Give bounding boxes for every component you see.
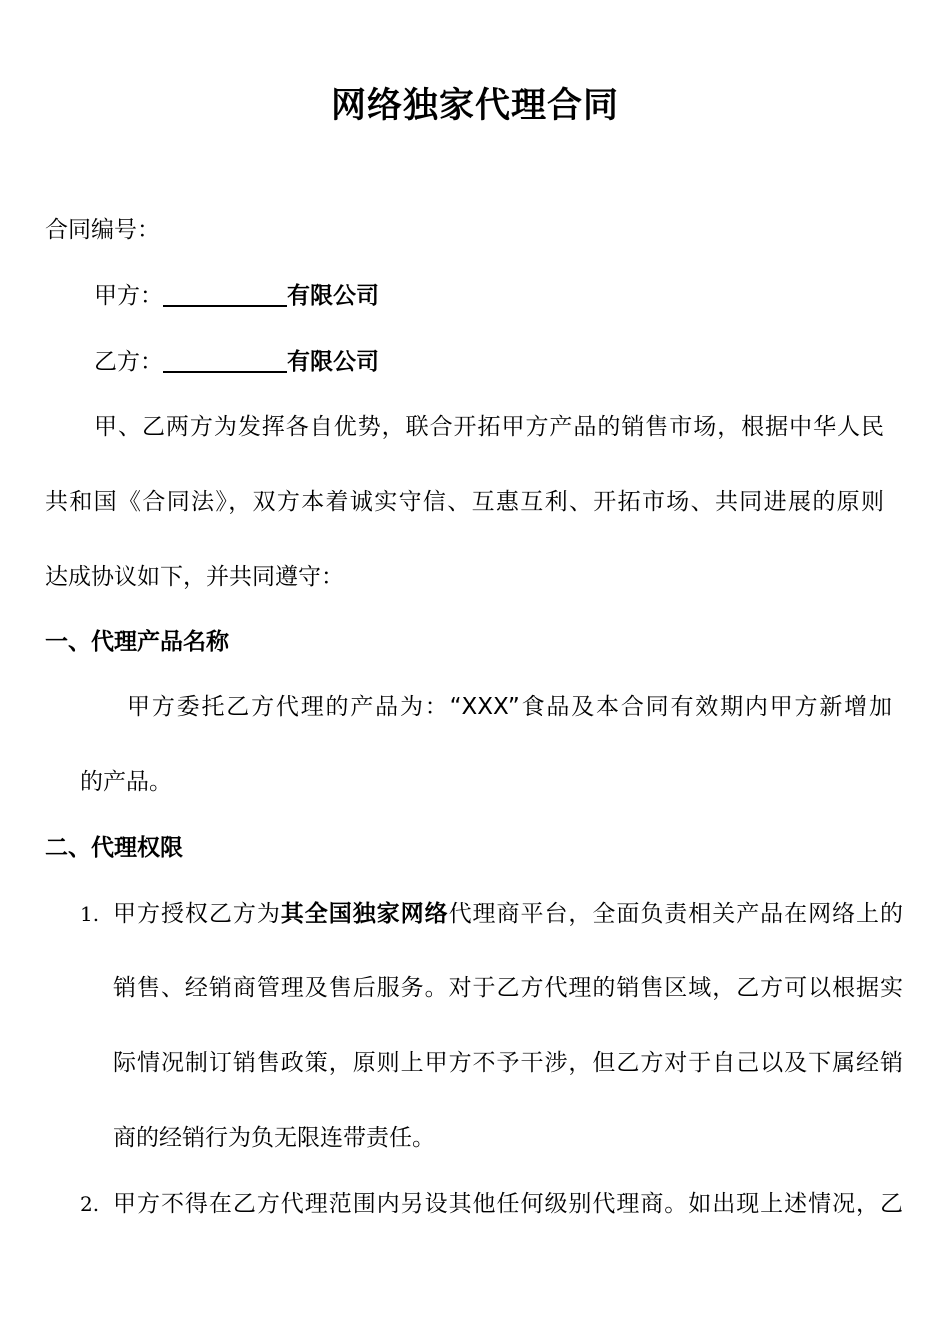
item-1-line-2: 销售、经销商管理及售后服务。对于乙方代理的销售区域，乙方可以根据实 [113, 975, 903, 1001]
item-1-line-4: 商的经销行为负无限连带责任。 [113, 1125, 435, 1151]
party-b-line [94, 346, 379, 378]
section-1-heading: 一、代理产品名称 [45, 629, 229, 655]
party-b-blank [163, 347, 287, 373]
preamble-line-3: 达成协议如下，并共同遵守： [45, 564, 344, 590]
party-b-company-suffix: 有限公司 [287, 349, 379, 375]
item-1-line-3: 际情况制订销售政策，原则上甲方不予干涉，但乙方对于自己以及下属经销 [113, 1050, 903, 1076]
party-a-line [94, 280, 379, 312]
item-1-line-1 [113, 898, 903, 930]
item-1-text-post: 代理商平台，全面负责相关产品在网络上的 [448, 901, 903, 927]
item-1-number: 1. [80, 902, 100, 926]
preamble-line-2: 共和国《合同法》，双方本着诚实守信、互惠互利、开拓市场、共同进展的原则 [45, 489, 884, 515]
party-b-label: 乙方： [94, 349, 163, 375]
section-2-heading: 二、代理权限 [45, 835, 183, 861]
item-1-text-pre: 甲方授权乙方为 [113, 901, 281, 927]
party-a-blank [163, 281, 287, 307]
contract-number-label: 合同编号： [45, 217, 160, 243]
item-2-line-1: 甲方不得在乙方代理范围内另设其他任何级别代理商。如出现上述情况，乙 [113, 1191, 903, 1217]
section-1-line-2: 的产品。 [80, 769, 172, 795]
preamble-line-1: 甲、乙两方为发挥各自优势，联合开拓甲方产品的销售市场，根据中华人民 [94, 414, 884, 440]
party-a-company-suffix: 有限公司 [287, 283, 379, 309]
document-title: 网络独家代理合同 [330, 86, 619, 126]
section-1-line-1: 甲方委托乙方代理的产品为：“XXX”食品及本合同有效期内甲方新增加 [127, 694, 892, 720]
party-a-label: 甲方： [94, 283, 163, 309]
item-2-number: 2. [80, 1192, 100, 1216]
item-1-text-bold: 其全国独家网络 [280, 901, 449, 927]
